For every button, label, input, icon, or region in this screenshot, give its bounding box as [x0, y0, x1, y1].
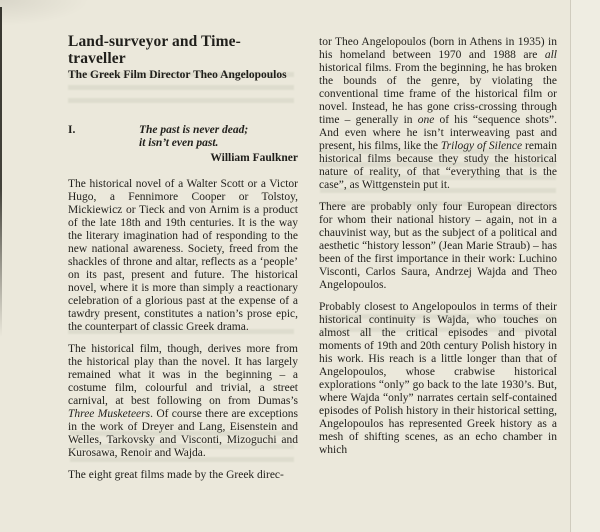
article-title: Land-surveyor and Time-traveller: [68, 33, 241, 67]
body-paragraph: The historical film, though, derives more from the historical play than the novel. It has largely remained what it was in the beginning – a costume film, colourful and trivial, a street carnival, at best following on from Dumas’s Three Musketeers. Of course there are exceptions in the work of Dreyer and Lang, Eisenstein and Welles, Tarkovsky and Visconti, Mizoguchi and Kurosawa, Renoir and Wajda.: [68, 343, 298, 459]
epigraph-quote: [68, 124, 298, 149]
epigraph-section: [68, 124, 298, 164]
article-subtitle: The Greek Film Director Theo Angelopoulos: [68, 69, 287, 81]
body-paragraph: The historical novel of a Walter Scott or a Victor Hugo, a Fennimore Cooper or Tolstoy, Mickiewicz or Tieck and von Arnim is a product of the late 18th and 19th centuries. It is the way the literary imagination had of responding to the new national awareness. Society, freed from the shackles of throne and altar, reflects as a ‘people’ on its past, present and future. The historical novel, where it is more than simply a reactionary celebration of a glorious past at the expense of a tawdry present, constitutes a nation’s prose epic, the counterpart of classic Greek drama.: [68, 178, 298, 333]
epigraph-quote-line: it isn’t even past.: [139, 136, 219, 149]
section-number: I.: [68, 124, 76, 136]
page-edge-margin: [571, 0, 600, 532]
scan-corner-shadow: [0, 0, 90, 26]
body-paragraph: The eight great films made by the Greek direc-: [68, 469, 284, 481]
epigraph-quote-lines: [139, 124, 248, 149]
left-column: [68, 33, 298, 491]
epigraph-attribution: William Faulkner: [210, 151, 298, 164]
epigraph-quote-line: The past is never dead;: [139, 124, 249, 136]
body-paragraph: Probably closest to Angelopoulos in terms of their historical continuity is Wajda, who touches on almost all the critical episodes and pivotal moments of 19th and 20th century Polish history in his work. His reach is a little longer than that of Angelopoulos, whose crabwise historical explorations “only” go back to the late 1930’s. But, where Wajda “only” narrates certain self-contained episodes of Polish history in their historical setting, Angelopoulos has represented Greek history as a mesh of shifting scenes, as an echo chamber in which: [319, 301, 557, 456]
body-paragraph: tor Theo Angelopoulos (born in Athens in 1935) in his homeland between 1970 and 1988 are all historical films. From the beginning, he has broken the bounds of the genre, by violating the conventional time frame of the historical film or novel. Instead, he has gone criss-crossing through time – generally in one of his “sequence shots”. And even where he isn’t interweaving past and present, his films, like the Trilogy of Silence remain historical films because they study the historical nature of reality, of that “everything that is the case”, as Wittgenstein put it.: [319, 36, 557, 191]
scan-edge-left: [0, 7, 2, 337]
right-column: [319, 36, 557, 466]
body-paragraph: There are probably only four European directors for whom their national history – again, not in a chauvinist way, but as the subject of a political and aesthetic “history lesson” (Jean Marie Straub) – has been of the first importance in their work: Luchino Visconti, Carlos Saura, Andrzej Wajda and Theo Angelopoulos.: [319, 201, 557, 291]
page-edge-line: [570, 0, 571, 532]
